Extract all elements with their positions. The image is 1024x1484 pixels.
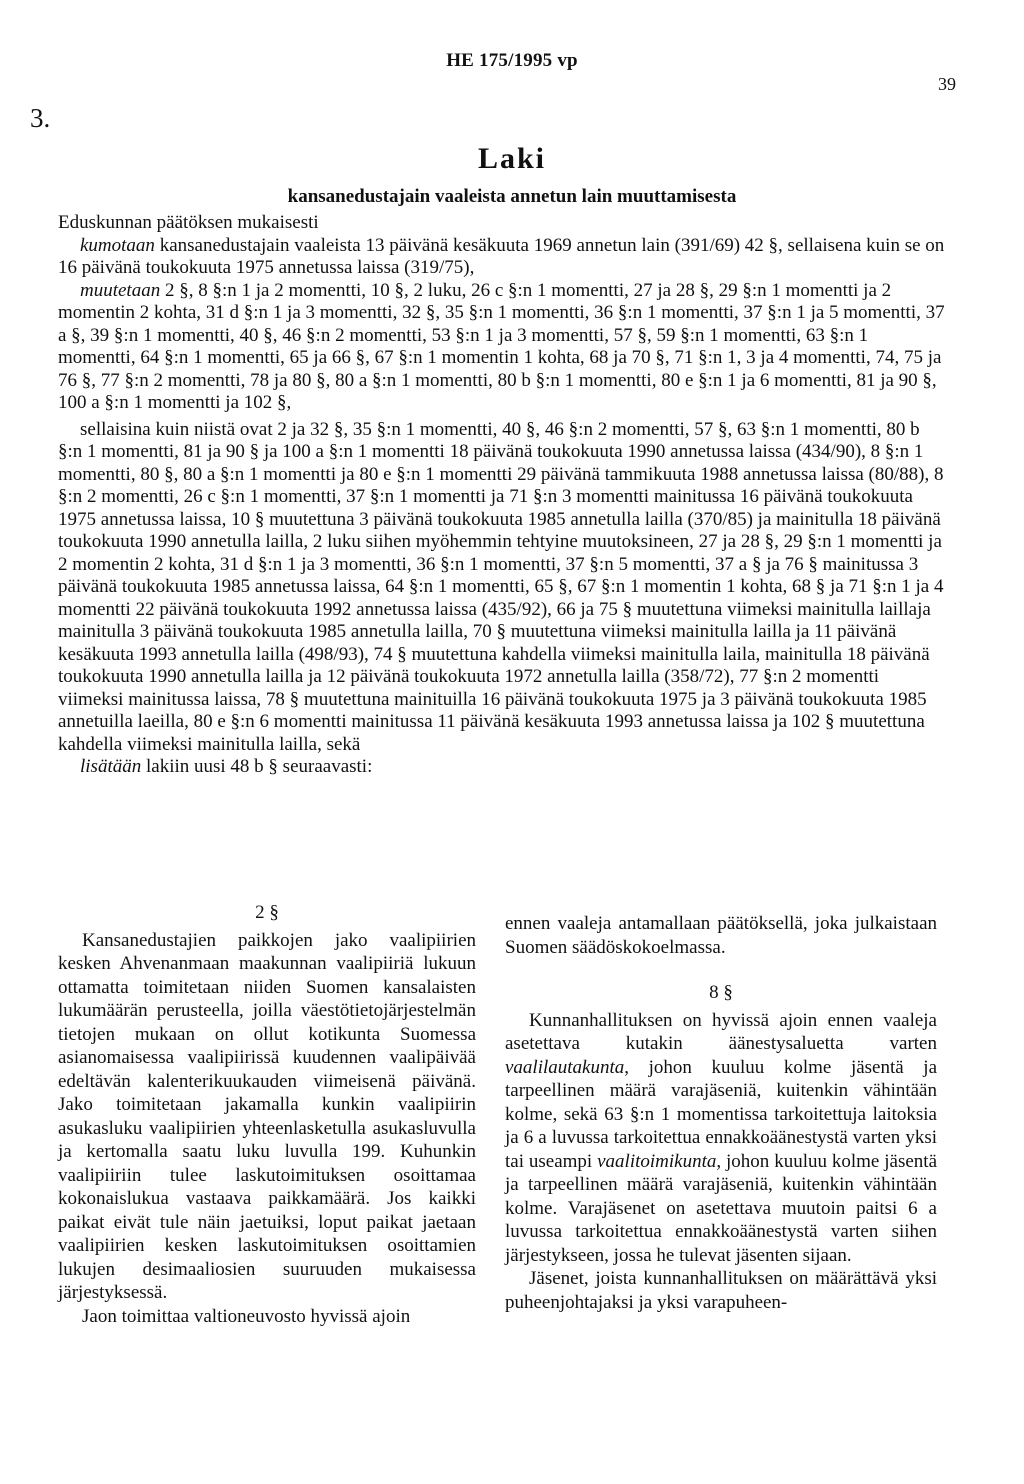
- amend-text: 2 §, 8 §:n 1 ja 2 momentti, 10 §, 2 luku, 26 c §:n 1 momentti, 27 ja 28 §, 29 §:n 1 momentti ja 2 momentin 2 kohta, 31 d §:n 1 ja 3 momentti, 32 §, 35 §:n 1 momentti, 36 §:n 1 momentti, 37 §:n 1 ja 5 momentti, 37 a §, 39 §:n 1 momentti, 40 §, 46 §:n 2 momentti, 53 §:n 1 ja 3 momentti, 57 §, 59 §:n 1 momentti, 63 §:n 1 momentti, 64 §:n 1 momentti, 65 ja 66 §, 67 §:n 1 momentin 1 kohta, 68 ja 70 §, 71 §:n 1, 3 ja 4 momentti, 74, 75 ja 76 §, 77 §:n 2 momentti, 78 ja 80 §, 80 a §:n 1 momentti, 80 b §:n 1 momentti, 80 e §:n 1 ja 6 momentti, 81 ja 90 §, 100 a §:n 1 momentti ja 102 §,: [58, 279, 945, 413]
- repeal-text: kansanedustajain vaaleista 13 päivänä kesäkuuta 1969 annetun lain (391/69) 42 §, sellaisena kuin se on 16 päivänä toukokuuta 1975 annetussa laissa (319/75),: [58, 234, 945, 278]
- section-heading-8: 8 §: [709, 982, 733, 1003]
- term-vaalitoimikunta: vaalitoimikunta: [597, 1150, 717, 1172]
- amend-clause: [58, 280, 948, 415]
- section-8-text-a: Kunnanhallituksen on hyvissä ajoin ennen vaaleja asetettava kutakin äänestysaluetta varten: [505, 1009, 937, 1054]
- law-subtitle: kansanedustajain vaaleista annetun lain muuttamisesta: [287, 186, 737, 207]
- section-label: 3.: [30, 103, 51, 133]
- preamble: [58, 212, 948, 779]
- section-8-paragraph-2: Jäsenet, joista kunnanhallituksen on määrättävä yksi puheenjohtajaksi ja yksi varapuheen-: [505, 1268, 937, 1313]
- left-column: [58, 899, 476, 1328]
- section-8-text-c: , johon kuuluu kolme jäsentä ja tarpeellinen määrä varajäseniä, kuitenkin vähintään kolme. Varajäsenet on asetettava muutoin paitsi 6 a luvussa tarkoitettua ennakkoäänestystä varten siihen järjestykseen, jossa he tulevat jäsenten sijaan.: [505, 1150, 937, 1266]
- such-clause: sellaisina kuin niistä ovat 2 ja 32 §, 35 §:n 1 momentti, 40 §, 46 §:n 2 momentti, 57 §, 63 §:n 1 momentti, 80 b §:n 1 momentti, 81 ja 90 § ja 100 a §:n 1 momentti 18 päivänä toukokuuta 1990 annetussa laissa (434/90), 8 §:n 1 momentti, 80 §, 80 a §:n 1 momentti ja 80 e §:n 1 momentti 29 päivänä tammikuuta 1988 annetussa laissa (80/88), 8 §:n 2 momentti, 26 c §:n 1 momentti, 37 §:n 1 momentti ja 71 §:n 3 momentti mainitussa 16 päivänä toukokuuta 1975 annetussa laissa, 10 § muutettuna 3 päivänä toukokuuta 1985 annetulla lailla (370/85) ja mainitulla 18 päivänä toukokuuta 1990 annetulla lailla, 2 luku siihen myöhemmin tehtyine muutoksineen, 27 ja 28 §, 29 §:n 1 momentti ja 2 momentin 2 kohta, 31 d §:n 1 ja 3 momentti, 36 §:n 1 momentti, 37 §:n 5 momentti, 37 a § ja 76 § mainitussa 3 päivänä toukokuuta 1985 annetussa laissa, 64 §:n 1 momentti, 65 §, 67 §:n 1 momentin 1 kohta, 68 § ja 71 §:n 1 ja 4 momentti 22 päivänä toukokuuta 1992 annetussa laissa (435/92), 66 ja 75 § muutettuna viimeksi mainitulla laillaja mainitulla 3 päivänä toukokuuta 1985 annetulla lailla, 70 § muutettuna viimeksi mainitulla lailla ja 11 päivänä kesäkuuta 1993 annetulla lailla (498/93), 74 § muutettuna kahdella viimeksi mainitulla laila, mainitulla 18 päivänä toukokuuta 1990 annetulla lailla ja 12 päivänä toukokuuta 1972 annetulla lailla (358/72), 77 §:n 2 momentti viimeksi mainitussa laissa, 78 § muutettuna mainituilla 16 päivänä toukokuuta 1975 ja 3 päivänä toukokuuta 1985 annetuilla laeilla, 80 e §:n 6 momentti mainitussa 11 päivänä kesäkuuta 1993 annetussa laissa ja 102 § muutettuna kahdella viimeksi mainitulla lailla, sekä: [58, 418, 944, 755]
- law-title: Laki: [477, 142, 547, 175]
- section-2-paragraph-2: Jaon toimittaa valtioneuvosto hyvissä ajoin: [82, 1305, 411, 1327]
- repeal-keyword: kumotaan: [80, 234, 155, 256]
- section-heading-2: 2 §: [255, 902, 279, 923]
- section-8-paragraph-1: [505, 1009, 937, 1268]
- section-2-continuation: ennen vaaleja antamallaan päätöksellä, joka julkaistaan Suomen säädöskokoelmassa.: [505, 913, 937, 958]
- enacting-clause: Eduskunnan päätöksen mukaisesti: [58, 212, 319, 233]
- right-column: [505, 912, 937, 1314]
- add-text: lakiin uusi 48 b § seuraavasti:: [145, 756, 373, 777]
- amend-keyword: muutetaan: [80, 279, 161, 301]
- section-2-paragraph-1: Kansanedustajien paikkojen jako vaalipiirien kesken Ahvenanmaan maakunnan vaalipiiriä lukuun ottamatta toimitetaan niiden Suomen kansalaisten lukumäärän perusteella, joilla väestötietojärjestelmän tietojen mukaan on ollut kotikunta Suomessa asianomaisessa vaalipiirissä kuudennen vaalipäivää edeltävän kalenterikuukauden viimeisenä päivänä. Jako toimitetaan jakamalla kunkin vaalipiirin asukasluku vaalipiirien yhteenlasketulla asukasluvulla ja kertomalla saatu luku luvulla 199. Kuhunkin vaalipiiriin tulee laskutoimituksen osoittamaa kokonaislukua vastaava paikkamäärä. Jos kaikki paikat eivät tule näin jaetuiksi, loput paikat jaetaan vaalipiirien kesken laskutoimituksen osoittamien lukujen desimaaliosien suuruuden mukaisessa järjestyksessä.: [58, 929, 476, 1303]
- add-clause: [58, 756, 948, 779]
- repeal-clause: [58, 235, 948, 280]
- section-8-text-b: , johon kuuluu kolme jäsentä ja tarpeellinen määrä varajäseniä, kuitenkin vähintään kolme, sekä 63 §:n 1 momentissa tarkoitettuja laitoksia ja 6 a luvussa tarkoitettua ennakkoäänestystä varten yksi tai useampi: [505, 1056, 937, 1172]
- term-vaalilautakunta: vaalilautakunta: [505, 1056, 625, 1078]
- page-number: 39: [938, 74, 956, 94]
- add-keyword: lisätään: [80, 756, 142, 777]
- document-header: HE 175/1995 vp: [446, 50, 578, 71]
